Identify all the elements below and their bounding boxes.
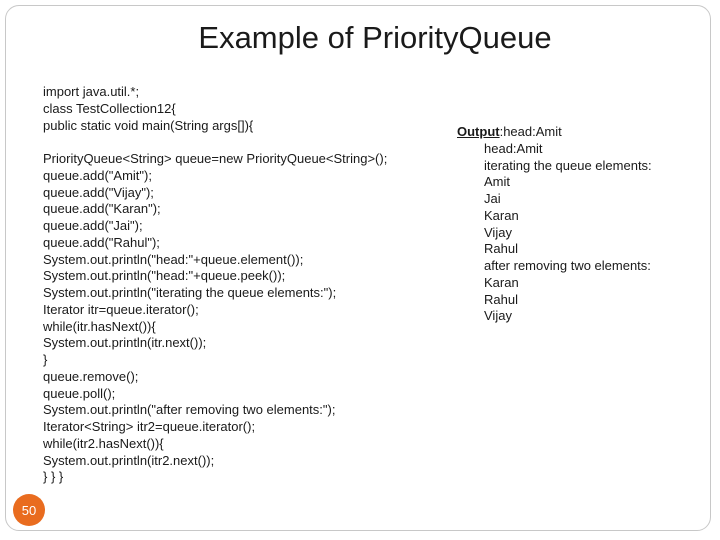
code-line: queue.add("Karan"); [43,201,161,217]
code-line: while(itr.hasNext()){ [43,318,156,334]
code-line: while(itr2.hasNext()){ [43,435,164,451]
output-line: after removing two elements: [484,258,651,273]
output-lines [457,141,652,325]
code-line: System.out.println("iterating the queue elements:"); [43,285,337,300]
page-number-badge: 50 [13,494,45,526]
code-line: System.out.println(itr.next()); [43,335,207,351]
code-line [43,134,387,151]
code-line: System.out.println("head:"+queue.element()); [43,251,304,267]
code-block [43,84,387,486]
output-line: Jai [484,191,501,206]
code-line: queue.poll(); [43,385,116,401]
code-line: Iterator<String> itr2=queue.iterator(); [43,419,256,434]
output-label: Output [457,124,500,139]
code-line: PriorityQueue<String> queue=new PriorityQueue<String>(); [43,151,388,166]
code-line: System.out.println("after removing two elements:"); [43,402,336,418]
code-line: queue.add("Rahul"); [43,234,160,250]
output-first-value: :head:Amit [499,124,562,139]
output-line: Karan [484,274,519,290]
code-line: class TestCollection12{ [43,100,176,116]
code-line: queue.add("Jai"); [43,218,143,233]
output-line: Karan [484,207,519,223]
code-line: } [43,352,48,367]
code-line: } } } [43,469,64,485]
code-line: import java.util.*; [43,84,140,99]
code-line: System.out.println("head:"+queue.peek()); [43,268,286,284]
code-line: queue.add("Amit"); [43,167,152,183]
output-first-line [457,124,652,141]
output-line: Vijay [484,224,512,240]
code-line: queue.remove(); [43,368,139,384]
code-line: public static void main(String args[]){ [43,117,254,133]
output-line: Vijay [484,308,512,324]
output-block [457,124,652,325]
code-line: System.out.println(itr2.next()); [43,452,215,468]
code-line: queue.add("Vijay"); [43,184,154,200]
output-line: head:Amit [484,140,543,156]
output-line: iterating the queue elements: [484,157,652,173]
code-line: Iterator itr=queue.iterator(); [43,301,199,317]
output-line: Rahul [484,291,518,307]
output-line: Rahul [484,241,518,257]
slide-title: Example of PriorityQueue [198,20,552,55]
output-line: Amit [484,174,510,190]
